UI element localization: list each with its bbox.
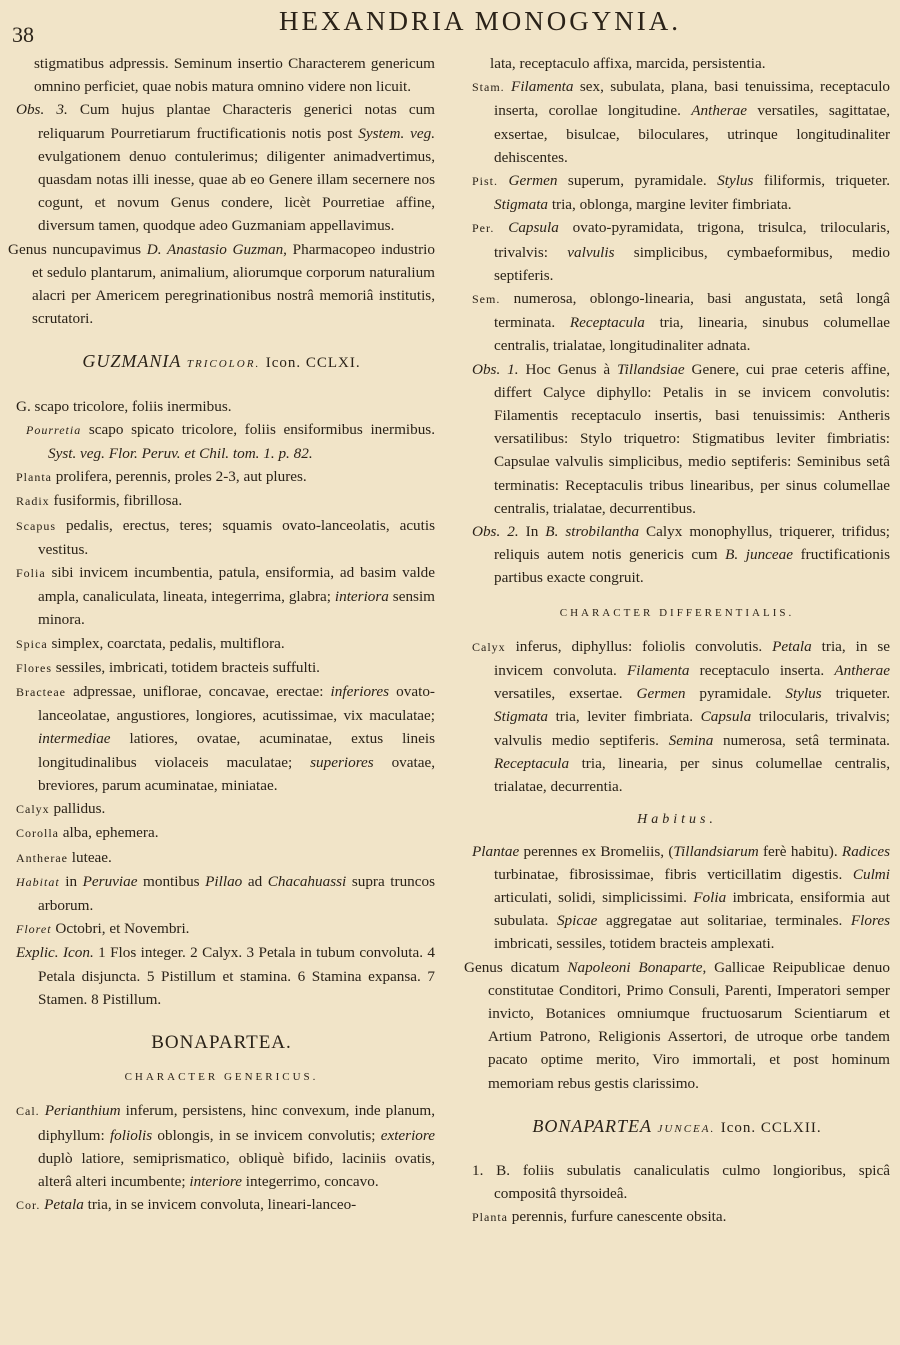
italic-term: Perianthium	[44, 1102, 121, 1120]
desc-radix	[8, 489, 435, 513]
text: fusiformis, fibrillosa.	[49, 492, 183, 510]
term: Habitat	[16, 874, 60, 889]
char-cor	[8, 1193, 435, 1217]
text: inferus, diphyllus: foliolis convolutis.	[505, 637, 773, 655]
text: Genus nuncupavimus	[8, 240, 147, 258]
character-genericus-heading: CHARACTER GENERICUS.	[124, 1071, 319, 1084]
text: alba, ephemera.	[59, 824, 159, 842]
habitus-heading: Habitus.	[637, 812, 717, 828]
term: Calyx	[472, 639, 506, 654]
term: Cor.	[16, 1198, 41, 1213]
text: luteae.	[67, 848, 112, 866]
text: prolifera, perennis, proles 2-3, aut plures.	[52, 468, 307, 486]
italic-term: Filamenta	[627, 662, 690, 680]
species-name: TRICOLOR.	[186, 358, 261, 371]
term: Calyx	[16, 802, 50, 817]
obs-label: Obs. 3.	[16, 101, 68, 119]
obs-1	[464, 358, 890, 520]
text: aggregatae aut solitariae, terminales.	[597, 912, 851, 930]
species-name: B. strobilantha	[545, 523, 640, 541]
text: inferum, persistens, hinc convexum, inde planum, diphyllum:	[38, 1102, 435, 1144]
text: ferè habitu).	[758, 842, 842, 860]
text: scapo spicato tricolore, foliis ensiformibus inermibus.	[81, 420, 435, 438]
text: in	[59, 872, 83, 890]
desc-planta	[8, 465, 435, 489]
obs-2	[464, 520, 890, 590]
term: Pist.	[472, 174, 499, 189]
term: Scapus	[16, 518, 56, 533]
text: evulgationem denuo contulerimus; diligenter animadvertimus, quasdam notas illi inesse, quae ab eo Genere illam secernere nos cogunt, et novum Genus condere, licèt Pourretiae affine, diversum tamen, quodque adeo Guzmaniam appellavimus.	[38, 147, 435, 235]
desc-folia	[8, 561, 435, 632]
text: latiores, ovatae, acuminatae, extus lineis longitudinalibus violaceis maculatae;	[38, 730, 435, 771]
text: numerosa, setâ terminata.	[713, 731, 890, 749]
italic-term: Flores	[850, 912, 890, 930]
text: supra truncos arborum.	[38, 872, 435, 914]
term: Sem.	[472, 292, 501, 307]
synonym-name: Pourretia	[26, 422, 82, 437]
text: receptaculo inserta.	[689, 662, 835, 680]
italic-term: Germen	[508, 172, 558, 190]
text: sex, subulata, plana, basi tenuissima, receptaculo inserta, corollae longitudine.	[494, 78, 891, 120]
text: versatiles, sagittatae, exsertae, bisulcae, biloculares, utrinque longitudinaliter dehiscentes.	[494, 102, 890, 166]
italic-term: superiores	[310, 753, 374, 771]
text: Genus dicatum	[464, 958, 568, 976]
term: Antherae	[16, 850, 68, 865]
place-name: Peruviae	[82, 872, 138, 890]
running-title: HEXANDRIA MONOGYNIA.	[279, 6, 681, 36]
text: tria, leviter fimbriata.	[548, 708, 701, 726]
place-name: Pillao	[205, 872, 243, 890]
place-name: Chacahuassi	[267, 872, 347, 890]
char-stam	[464, 75, 890, 169]
italic-term: valvulis	[567, 243, 615, 261]
text: ovato-lanceolatae, angustiores, longiores, acutissimae, vix maculatae;	[38, 683, 435, 725]
text: sessiles, imbricati, totidem bracteis suffulti.	[52, 658, 320, 676]
text: Genere, cui prae ceteris affine, differt Calyce diphyllo: Petalis in se invicem convolutis: Filamentis receptaculo insertis, basi tenuissimis: Antheris versatilibus: Stylo triquetro: Stigmatibus leviter fimbriatis: Capsulae valvulis simplicibus, medio septiferis: Seminibus setâ terminatis: Receptaculis tribus linearibus, per sinus columellae centralis, trialatae, decurrentibus.	[494, 360, 890, 517]
synonym	[8, 418, 435, 465]
term: Bracteae	[16, 685, 66, 700]
italic-term: Germen	[636, 685, 686, 703]
text: perennis, furfure canescente obsita.	[508, 1208, 727, 1226]
desc-bracteae	[8, 680, 435, 797]
right-column	[464, 52, 890, 1230]
text: montibus	[137, 872, 206, 890]
text: In	[518, 523, 546, 541]
italic-term: Filamenta	[511, 78, 574, 96]
italic-term: Stigmata	[494, 708, 549, 726]
italic-term: Plantae	[472, 842, 520, 860]
text: 1 Flos integer. 2 Calyx. 3 Petala in tubum convoluta. 4 Petala disjuncta. 5 Pistillum et stamina. 6 Stamina expansa. 7 Stamen. 8 Pistillum.	[38, 944, 435, 1008]
genus-heading: BONAPARTEA.	[151, 1031, 292, 1053]
text: simplex, coarctata, pedalis, multiflora.	[47, 634, 285, 652]
italic-term: Antherae	[834, 662, 890, 680]
text: trilocularis, trivalvis; valvulis medio septiferis.	[494, 708, 890, 749]
text: Calyx monophyllus, triquerer, trifidus; reliquis autem notis genericis cum	[494, 523, 890, 564]
text: filiformis, triqueter.	[753, 172, 890, 190]
text: , Pharmacopeo industrio et sedulo plantarum, animalium, aliorumque corporum naturalium alacri per Americem peregrinationibus nostrâ memoriâ institutis, scrutatori.	[32, 240, 435, 328]
text: Hoc Genus à	[518, 360, 618, 378]
text: integerrimo, concavo.	[241, 1172, 379, 1190]
desc-flores	[8, 656, 435, 680]
species-name: JUNCEA.	[657, 1122, 716, 1135]
obs-label: Obs. 1.	[472, 360, 519, 378]
text: pedalis, erectus, teres; squamis ovato-lanceolatis, acutis vestitus.	[38, 516, 435, 558]
italic-term: Petala	[44, 1196, 84, 1214]
char-pist	[464, 169, 890, 216]
italic-term: Capsula	[700, 708, 752, 726]
italic-term: Stylus	[717, 172, 754, 190]
species-name: B. junceae	[725, 546, 793, 564]
desc-calyx	[8, 797, 435, 821]
char-per	[464, 216, 890, 287]
diagnosis: G. scapo tricolore, foliis inermibus.	[16, 397, 232, 415]
italic-term: Spicae	[556, 912, 598, 930]
term: Radix	[16, 494, 50, 509]
term: Explic. Icon.	[16, 944, 94, 962]
italic-term: interiore	[189, 1172, 242, 1190]
left-column	[8, 52, 435, 1217]
text: turbinatae, fibrosissimae, fibris verticillatim digestis.	[494, 865, 853, 883]
italic-term: Receptacula	[494, 754, 570, 772]
text: Octobri, et Novembri.	[51, 920, 190, 938]
text: perennes ex Bromeliis, (	[519, 842, 674, 860]
desc-habitat	[8, 870, 435, 917]
text: tria, in se invicem convoluta, lineari-lanceo-	[83, 1196, 357, 1214]
reference: Syst. veg. Flor. Peruv. et Chil. tom. 1. p. 82.	[48, 445, 313, 463]
cor-continued: lata, receptaculo affixa, marcida, persistentia.	[490, 55, 766, 72]
text: oblongis, in se invicem convolutis;	[152, 1126, 381, 1144]
habitus	[464, 840, 890, 956]
text: articulati, solidi, simplicissimi.	[494, 888, 694, 906]
term: Flores	[16, 660, 52, 675]
text: pallidus.	[49, 800, 106, 818]
text: ovatae, breviores, parum acuminatae, miniatae.	[38, 753, 435, 794]
desc-scapus	[8, 514, 435, 561]
text: sensim minora.	[38, 588, 435, 629]
genus-dedication-napoleon	[464, 956, 890, 1095]
italic-term: Petala	[772, 637, 812, 655]
genus-name: BONAPARTEA	[532, 1115, 653, 1136]
term: Stam.	[472, 80, 505, 95]
text: tria, linearia, sinubus columellae centralis, trialatae, longitudinaliter adnata.	[494, 314, 890, 355]
desc-antherae	[8, 846, 435, 870]
text: ovato-pyramidata, trigona, trisulca, trilocularis, trivalvis:	[494, 219, 890, 261]
italic-term: intermediae	[38, 730, 111, 748]
text: fructificationis partibus exacte congruit.	[494, 546, 890, 587]
term: Planta	[16, 470, 52, 485]
desc-corolla	[8, 821, 435, 845]
text: , Gallicae Reipublicae denuo constitutae Conditori, Primo Consuli, Parenti, Imperatori semper invicto, Botanices omniumque fructuosarum Scientiarum et Artium Patrono, Religionis Assertori, de utroque orbe tandem pacato optime merito, Viro immortali, et post hominum memoriam rebus gestis clarissimo.	[488, 958, 890, 1092]
desc-floret	[8, 917, 435, 941]
reference: System. veg.	[358, 124, 435, 142]
italic-term: inferiores	[330, 683, 390, 701]
italic-term: exteriore	[380, 1126, 435, 1144]
character-differentialis-heading: CHARACTER DIFFERENTIALIS.	[559, 606, 795, 619]
text: duplò latiore, semiprismatico, obliquè bifido, laciniis ovatis, alterâ alteri incumbente;	[38, 1149, 435, 1190]
text: superum, pyramidale.	[557, 172, 718, 190]
italic-term: Culmi	[852, 865, 890, 883]
italic-term: Antherae	[691, 102, 747, 120]
text: sibi invicem incumbentia, patula, ensiformia, ad basim valde ampla, canaliculata, lineata, integerrima, glabra;	[38, 564, 435, 606]
term: Spica	[16, 636, 48, 651]
term: Corolla	[16, 826, 59, 841]
italic-term: Stigmata	[494, 196, 549, 214]
desc-planta-2	[464, 1205, 890, 1229]
page-number: 38	[12, 22, 34, 47]
char-cal	[8, 1099, 435, 1193]
text: numerosa, oblongo-linearia, basi angustata, setâ longâ terminata.	[494, 290, 890, 332]
term: Cal.	[16, 1104, 40, 1119]
term: Planta	[472, 1210, 508, 1225]
text: Cum hujus plantae Characteris generici notas cum reliquarum Pourretiarum fructificationis notis post	[38, 101, 435, 142]
icon-reference: Icon. CCLXI.	[265, 355, 361, 372]
italic-term: Capsula	[508, 219, 559, 237]
text: tria, linearia, per sinus columellae centralis, trialatae, decurrentia.	[494, 754, 890, 796]
person-name: Napoleoni Bonaparte	[567, 958, 703, 976]
species-heading-2	[464, 1115, 890, 1141]
genus-dedication	[8, 238, 435, 331]
text: imbricati, sessiles, totidem bracteis amplexati.	[494, 935, 775, 953]
text: adpressae, uniflorae, concavae, erectae:	[65, 683, 331, 701]
text: tria, oblonga, margine leviter fimbriata.	[548, 196, 792, 214]
text: tria, in se invicem convoluta.	[494, 637, 890, 680]
italic-term: Tillandsiarum	[673, 842, 759, 860]
paragraph-continued: stigmatibus adpressis. Seminum insertio Characterem genericum omnino perficiet, quae nobis matura omnino videre non licuit.	[34, 55, 435, 96]
diagnosis-2: 1. B. foliis subulatis canaliculatis culmo longioribus, spicâ compositâ thyrsoideâ.	[472, 1161, 890, 1203]
italic-term: Tillandsiae	[617, 360, 685, 378]
term: Folia	[16, 566, 46, 581]
italic-term: Radices	[841, 842, 890, 860]
italic-term: Receptacula	[569, 314, 645, 332]
text: pyramidale.	[685, 685, 786, 703]
text: versatiles, exsertae.	[494, 685, 637, 703]
text: imbricata, ensiformia aut subulata.	[494, 888, 890, 930]
desc-spica	[8, 632, 435, 656]
italic-term: interiora	[334, 588, 389, 606]
explic-icon	[8, 941, 435, 1011]
italic-term: foliolis	[109, 1126, 153, 1144]
page-header	[0, 4, 900, 47]
char-differentialis	[464, 635, 890, 798]
term: Floret	[16, 922, 52, 937]
species-heading	[8, 350, 435, 376]
italic-term: Stylus	[785, 685, 822, 703]
person-name: D. Anastasio Guzman	[146, 240, 284, 258]
italic-term: Folia	[693, 888, 727, 906]
text: ad	[242, 872, 268, 890]
genus-name: GUZMANIA	[82, 351, 182, 372]
obs-3	[8, 98, 435, 237]
text: simplicibus, cymbaeformibus, medio septiferis.	[494, 243, 891, 284]
obs-label: Obs. 2.	[472, 523, 519, 541]
text: triqueter.	[821, 685, 890, 703]
icon-reference: Icon. CCLXII.	[720, 1119, 822, 1136]
char-sem	[464, 287, 890, 358]
italic-term: Semina	[668, 731, 714, 749]
term: Per.	[472, 221, 495, 236]
